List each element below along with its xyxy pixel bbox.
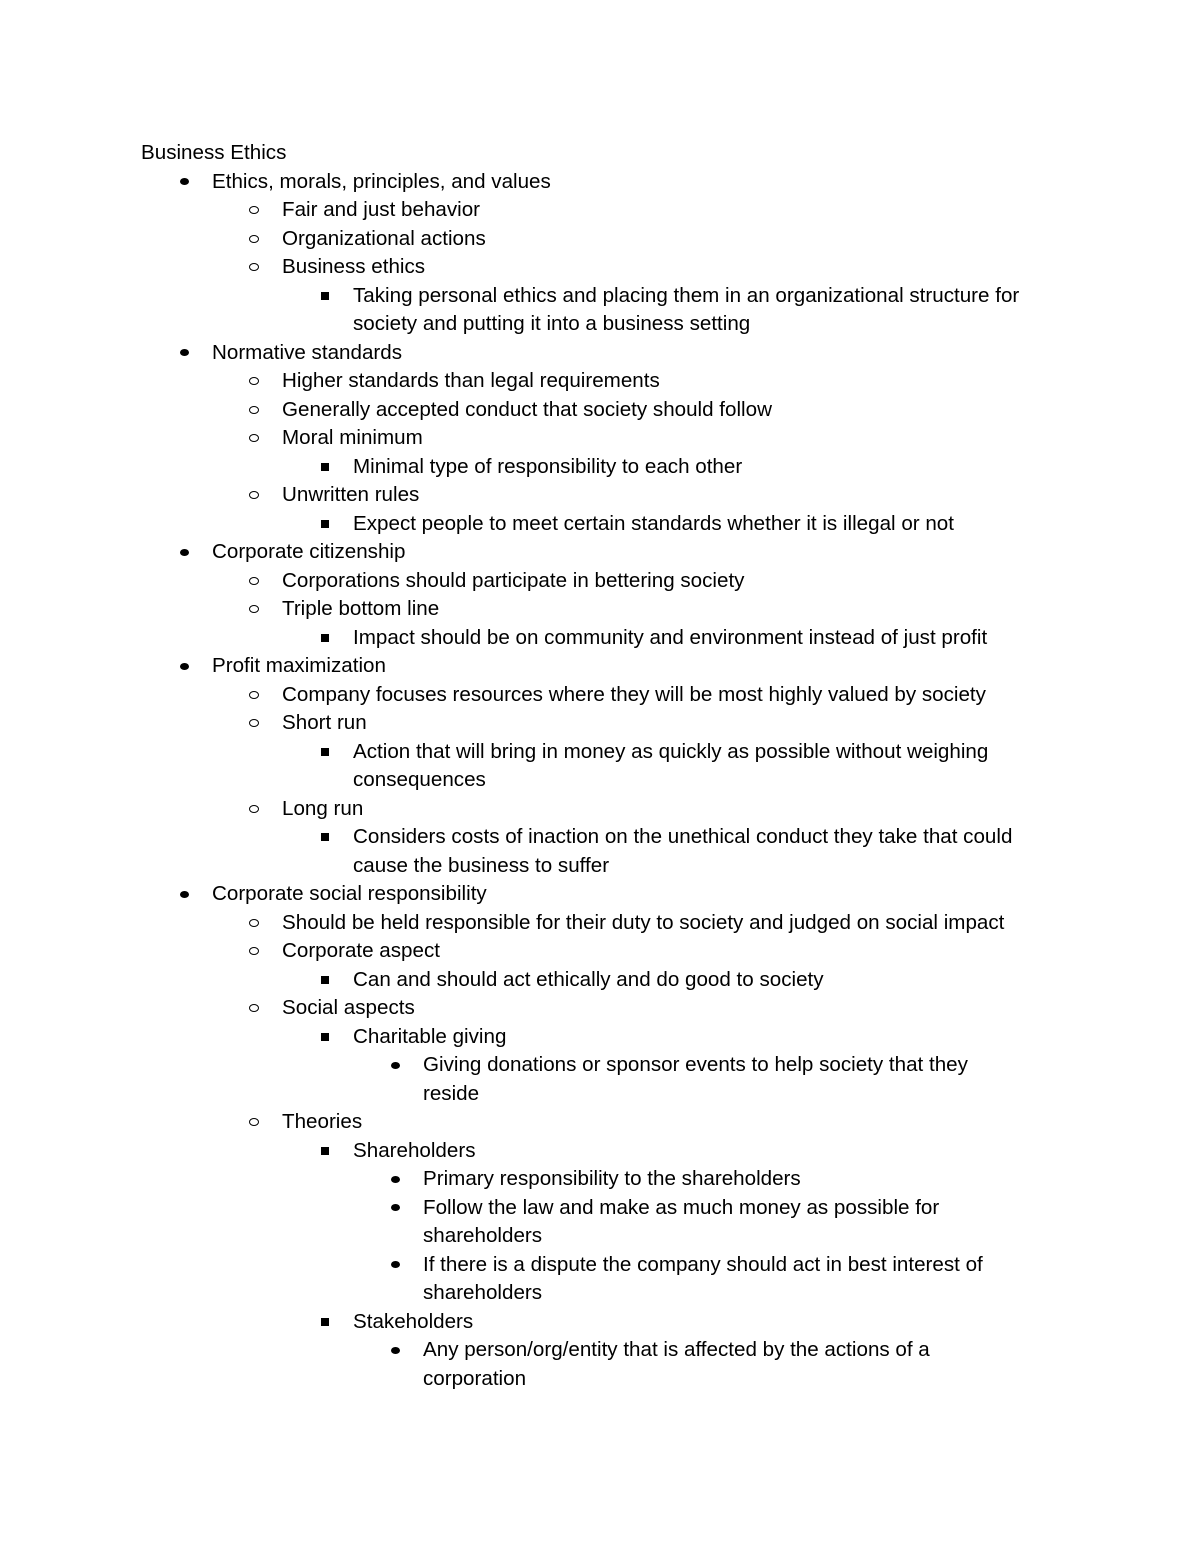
list-item	[141, 1308, 1056, 1337]
square-bullet-icon	[318, 738, 332, 767]
filled-disc-bullet-icon	[388, 1051, 402, 1080]
list-item-text: Profit maximization	[212, 654, 386, 677]
list-item-text: Social aspects	[282, 996, 415, 1019]
list-item-text: Giving donations or sponsor events to help society that they reside	[423, 1053, 968, 1105]
list-item	[141, 1194, 1056, 1251]
list-item	[141, 966, 1056, 995]
hollow-circle-bullet-icon	[247, 481, 261, 510]
document-title: Business Ethics	[141, 141, 287, 164]
list-item-text: Business ethics	[282, 255, 426, 278]
list-item-text: Follow the law and make as much money as possible for shareholders	[423, 1195, 940, 1247]
list-item	[141, 1165, 1056, 1194]
list-item	[141, 1051, 1056, 1108]
list-item	[141, 538, 1056, 567]
list-item	[141, 481, 1056, 510]
list-item-text: Corporate social responsibility	[212, 882, 487, 905]
list-item-text: Corporate citizenship	[212, 540, 406, 563]
hollow-circle-bullet-icon	[247, 795, 261, 824]
list-item	[141, 196, 1056, 225]
list-item	[141, 937, 1056, 966]
square-bullet-icon	[318, 453, 332, 482]
list-item	[141, 424, 1056, 453]
square-bullet-icon	[318, 1137, 332, 1166]
list-item-text: Corporate aspect	[282, 939, 440, 962]
list-item-text: Considers costs of inaction on the unethical conduct they take that could cause the business to suffer	[353, 825, 1013, 877]
square-bullet-icon	[318, 966, 332, 995]
list-item	[141, 823, 1056, 880]
list-item-text: Generally accepted conduct that society should follow	[282, 397, 772, 421]
list-item-text: Minimal type of responsibility to each other	[353, 454, 743, 478]
list-item	[141, 994, 1056, 1023]
list-item-text: Should be held responsible for their duty to society and judged on social impact	[282, 910, 1005, 934]
hollow-circle-bullet-icon	[247, 196, 261, 225]
list-item	[141, 595, 1056, 624]
list-item-text: Primary responsibility to the shareholders	[423, 1167, 801, 1190]
filled-disc-bullet-icon	[388, 1194, 402, 1223]
filled-disc-bullet-icon	[177, 652, 191, 681]
list-item-text: Organizational actions	[282, 226, 486, 250]
list-item-text: Theories	[282, 1110, 363, 1133]
list-item-text: Normative standards	[212, 340, 402, 364]
list-item-text: Stakeholders	[353, 1309, 474, 1333]
list-item-text: Higher standards than legal requirements	[282, 369, 660, 392]
list-item	[141, 168, 1056, 197]
filled-disc-bullet-icon	[177, 168, 191, 197]
list-item-text: Impact should be on community and environment instead of just profit	[353, 625, 988, 649]
square-bullet-icon	[318, 624, 332, 653]
list-item-text: Fair and just behavior	[282, 198, 481, 221]
list-item	[141, 1108, 1056, 1137]
list-item	[141, 339, 1056, 368]
hollow-circle-bullet-icon	[247, 567, 261, 596]
square-bullet-icon	[318, 823, 332, 852]
filled-disc-bullet-icon	[388, 1251, 402, 1280]
list-item-text: Corporations should participate in bettering society	[282, 568, 745, 592]
bullet-list	[141, 168, 1056, 1394]
list-item-text: Can and should act ethically and do good to society	[353, 967, 824, 991]
list-item-text: Company focuses resources where they will be most highly valued by society	[282, 682, 986, 706]
list-item-text: Unwritten rules	[282, 483, 420, 506]
list-item	[141, 795, 1056, 824]
list-item	[141, 909, 1056, 938]
list-item-text: Shareholders	[353, 1138, 476, 1162]
square-bullet-icon	[318, 282, 332, 311]
list-item-text: If there is a dispute the company should act in best interest of shareholders	[423, 1252, 983, 1304]
list-item-text: Triple bottom line	[282, 597, 440, 620]
list-item-text: Long run	[282, 796, 364, 820]
list-item	[141, 567, 1056, 596]
filled-disc-bullet-icon	[177, 538, 191, 567]
list-item-text: Taking personal ethics and placing them in an organizational structure for society and putting it into a business setting	[353, 283, 1020, 335]
list-item	[141, 738, 1056, 795]
list-item	[141, 1023, 1056, 1052]
hollow-circle-bullet-icon	[247, 595, 261, 624]
square-bullet-icon	[318, 1308, 332, 1337]
list-item	[141, 1336, 1056, 1393]
document-body	[141, 139, 1056, 1393]
list-item	[141, 225, 1056, 254]
list-item	[141, 367, 1056, 396]
list-item-text: Ethics, morals, principles, and values	[212, 169, 551, 193]
hollow-circle-bullet-icon	[247, 253, 261, 282]
filled-disc-bullet-icon	[388, 1336, 402, 1365]
filled-disc-bullet-icon	[388, 1165, 402, 1194]
hollow-circle-bullet-icon	[247, 225, 261, 254]
hollow-circle-bullet-icon	[247, 367, 261, 396]
square-bullet-icon	[318, 510, 332, 539]
list-item	[141, 652, 1056, 681]
square-bullet-icon	[318, 1023, 332, 1052]
list-item	[141, 624, 1056, 653]
list-item	[141, 1137, 1056, 1166]
list-item-text: Short run	[282, 711, 367, 734]
list-item	[141, 396, 1056, 425]
hollow-circle-bullet-icon	[247, 1108, 261, 1137]
list-item	[141, 681, 1056, 710]
list-item-text: Action that will bring in money as quickly as possible without weighing consequences	[353, 739, 989, 791]
hollow-circle-bullet-icon	[247, 909, 261, 938]
hollow-circle-bullet-icon	[247, 681, 261, 710]
hollow-circle-bullet-icon	[247, 709, 261, 738]
list-item	[141, 510, 1056, 539]
filled-disc-bullet-icon	[177, 880, 191, 909]
list-item-text: Charitable giving	[353, 1024, 507, 1048]
list-item	[141, 453, 1056, 482]
hollow-circle-bullet-icon	[247, 424, 261, 453]
list-item	[141, 282, 1056, 339]
list-item	[141, 880, 1056, 909]
hollow-circle-bullet-icon	[247, 396, 261, 425]
list-item	[141, 709, 1056, 738]
list-item	[141, 253, 1056, 282]
list-item-text: Expect people to meet certain standards whether it is illegal or not	[353, 511, 954, 535]
list-item	[141, 1251, 1056, 1308]
filled-disc-bullet-icon	[177, 339, 191, 368]
list-item-text: Any person/org/entity that is affected by the actions of a corporation	[423, 1338, 930, 1390]
hollow-circle-bullet-icon	[247, 994, 261, 1023]
list-item-text: Moral minimum	[282, 426, 423, 449]
hollow-circle-bullet-icon	[247, 937, 261, 966]
